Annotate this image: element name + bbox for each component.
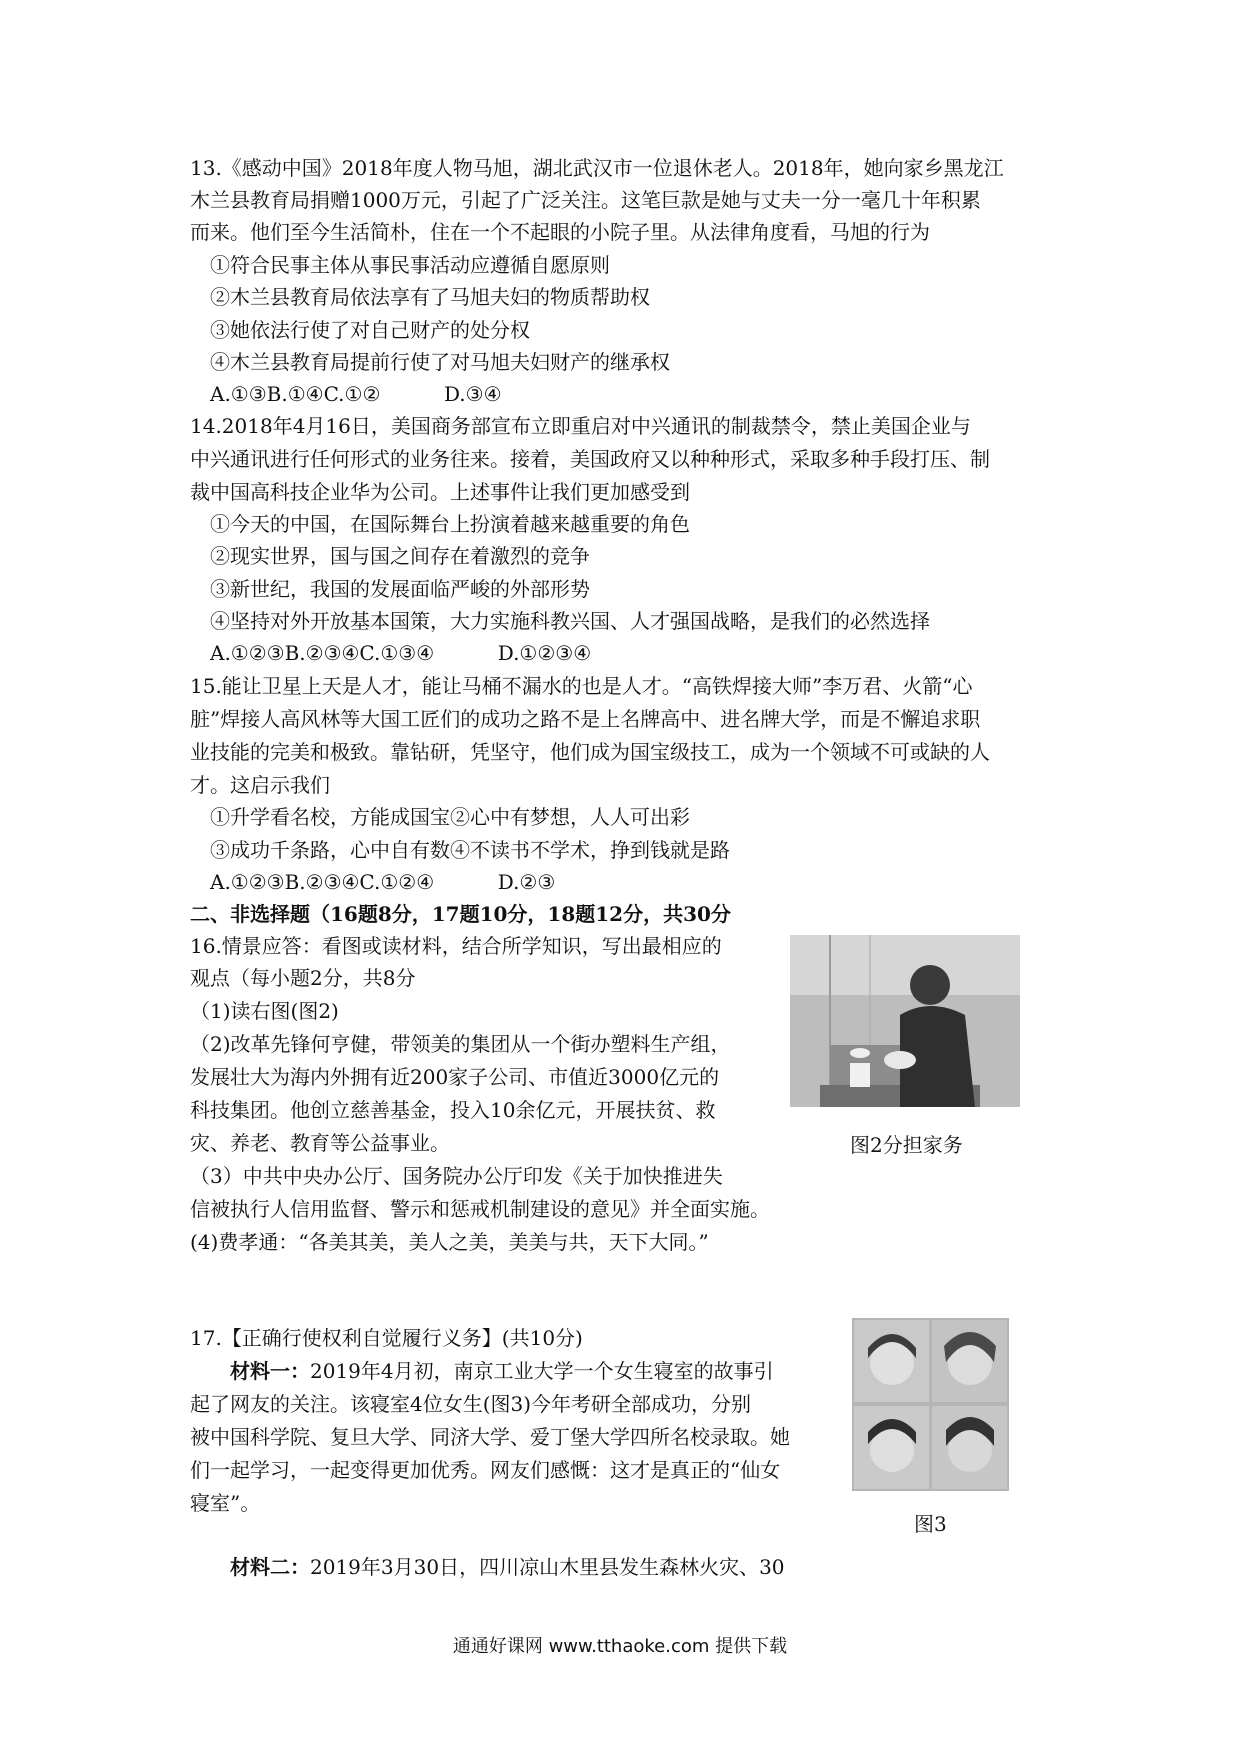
q15-stem-line-1: 15.能让卫星上天是人才，能让马桶不漏水的也是人才。“高铁焊接大师”李万君、火箭“心	[190, 674, 973, 698]
q17-material-1-line-4: 们一起学习，一起变得更加优秀。网友们感慨：这才是真正的“仙女	[190, 1458, 781, 1482]
q15-choices: A.①②③B.②③④C.①②④ D.②③	[210, 870, 556, 894]
q17-material-2-line	[230, 1551, 785, 1583]
q15-option-2: ③成功千条路，心中自有数④不读书不学术，挣到钱就是路	[210, 838, 730, 862]
page-footer: 通通好课网 www.tthaoke.com 提供下载	[452, 1636, 788, 1657]
q13-option-1: ①符合民事主体从事民事活动应遵循自愿原则	[210, 253, 610, 277]
q16-line-8: （3）中共中央办公厅、国务院办公厅印发《关于加快推进失	[190, 1164, 723, 1188]
figure-3-caption: 图3	[914, 1512, 947, 1536]
q13-stem-line-2: 木兰县教育局捐赠1000万元，引起了广泛关注。这笔巨款是她与丈夫一分一毫几十年积累	[190, 188, 981, 212]
q13-option-3: ③她依法行使了对自己财产的处分权	[210, 318, 530, 342]
figure-3-photo	[852, 1318, 1009, 1491]
q17-material-1-line-5: 寝室”。	[190, 1491, 261, 1515]
q16-line-4: （2)改革先锋何亨健，带领美的集团从一个街办塑料生产组，	[190, 1032, 731, 1056]
q16-line-5: 发展壮大为海内外拥有近200家子公司、市值近3000亿元的	[190, 1065, 720, 1089]
q15-stem-line-3: 业技能的完美和极致。靠钻研，凭坚守，他们成为国宝级技工，成为一个领域不可或缺的人	[190, 740, 990, 764]
q17-material-1-line-1: 2019年4月初，南京工业大学一个女生寝室的故事引	[310, 1359, 774, 1383]
q14-option-4: ④坚持对外开放基本国策，大力实施科教兴国、人才强国战略，是我们的必然选择	[210, 609, 930, 633]
figure-2-photo	[790, 935, 1020, 1107]
q16-line-6: 科技集团。他创立慈善基金，投入10余亿元，开展扶贫、救	[190, 1098, 716, 1122]
q17-title: 17.【正确行使权利自觉履行义务】(共10分)	[190, 1326, 583, 1350]
q16-line-7: 灾、养老、教育等公益事业。	[190, 1131, 450, 1155]
q16-line-9: 信被执行人信用监督、警示和惩戒机制建设的意见》并全面实施。	[190, 1197, 770, 1221]
section-2-heading: 二、非选择题（16题8分，17题10分，18题12分，共30分	[190, 902, 731, 926]
q17-material-1-label: 材料一：	[230, 1359, 310, 1383]
q14-option-2: ②现实世界，国与国之间存在着激烈的竞争	[210, 544, 590, 568]
q17-material-1-line-2: 起了网友的关注。该寝室4位女生(图3)今年考研全部成功，分别	[190, 1392, 752, 1416]
q17-material-1-line-3: 被中国科学院、复旦大学、同济大学、爱丁堡大学四所名校录取。她	[190, 1425, 790, 1449]
q13-option-2: ②木兰县教育局依法享有了马旭夫妇的物质帮助权	[210, 285, 650, 309]
q13-choices: A.①③B.①④C.①② D.③④	[210, 382, 502, 406]
q17-material-1-first-line	[230, 1355, 774, 1387]
q13-option-4: ④木兰县教育局提前行使了对马旭夫妇财产的继承权	[210, 350, 670, 374]
q15-stem-line-4: 才。这启示我们	[190, 773, 330, 797]
q16-line-3: （1)读右图(图2)	[190, 999, 339, 1023]
q14-stem-line-3: 裁中国高科技企业华为公司。上述事件让我们更加感受到	[190, 480, 690, 504]
q17-material-2-text: 2019年3月30日，四川凉山木里县发生森林火灾、30	[310, 1555, 785, 1579]
q14-choices: A.①②③B.②③④C.①③④ D.①②③④	[210, 641, 592, 665]
q16-line-2: 观点（每小题2分，共8分	[190, 966, 416, 990]
q16-line-1: 16.情景应答：看图或读材料，结合所学知识，写出最相应的	[190, 934, 722, 958]
q14-option-3: ③新世纪，我国的发展面临严峻的外部形势	[210, 577, 590, 601]
q15-stem-line-2: 脏”焊接人高风林等大国工匠们的成功之路不是上名牌高中、进名牌大学，而是不懈追求职	[190, 707, 981, 731]
q13-stem-line-3: 而来。他们至今生活简朴，住在一个不起眼的小院子里。从法律角度看，马旭的行为	[190, 220, 930, 244]
q14-stem-line-2: 中兴通讯进行任何形式的业务往来。接着，美国政府又以种种形式，采取多种手段打压、制	[190, 447, 990, 471]
figure-2-caption: 图2分担家务	[850, 1133, 963, 1157]
q16-line-10: (4)费孝通：“各美其美，美人之美，美美与共，天下大同。”	[190, 1230, 709, 1254]
q14-option-1: ①今天的中国，在国际舞台上扮演着越来越重要的角色	[210, 512, 690, 536]
q13-stem-line-1: 13.《感动中国》2018年度人物马旭，湖北武汉市一位退休老人。2018年，她向家乡黑龙江	[190, 156, 1004, 180]
q14-stem-line-1: 14.2018年4月16日，美国商务部宣布立即重启对中兴通讯的制裁禁令，禁止美国企业与	[190, 414, 971, 438]
q17-material-2-label: 材料二：	[230, 1555, 310, 1579]
q15-option-1: ①升学看名校，方能成国宝②心中有梦想，人人可出彩	[210, 805, 690, 829]
